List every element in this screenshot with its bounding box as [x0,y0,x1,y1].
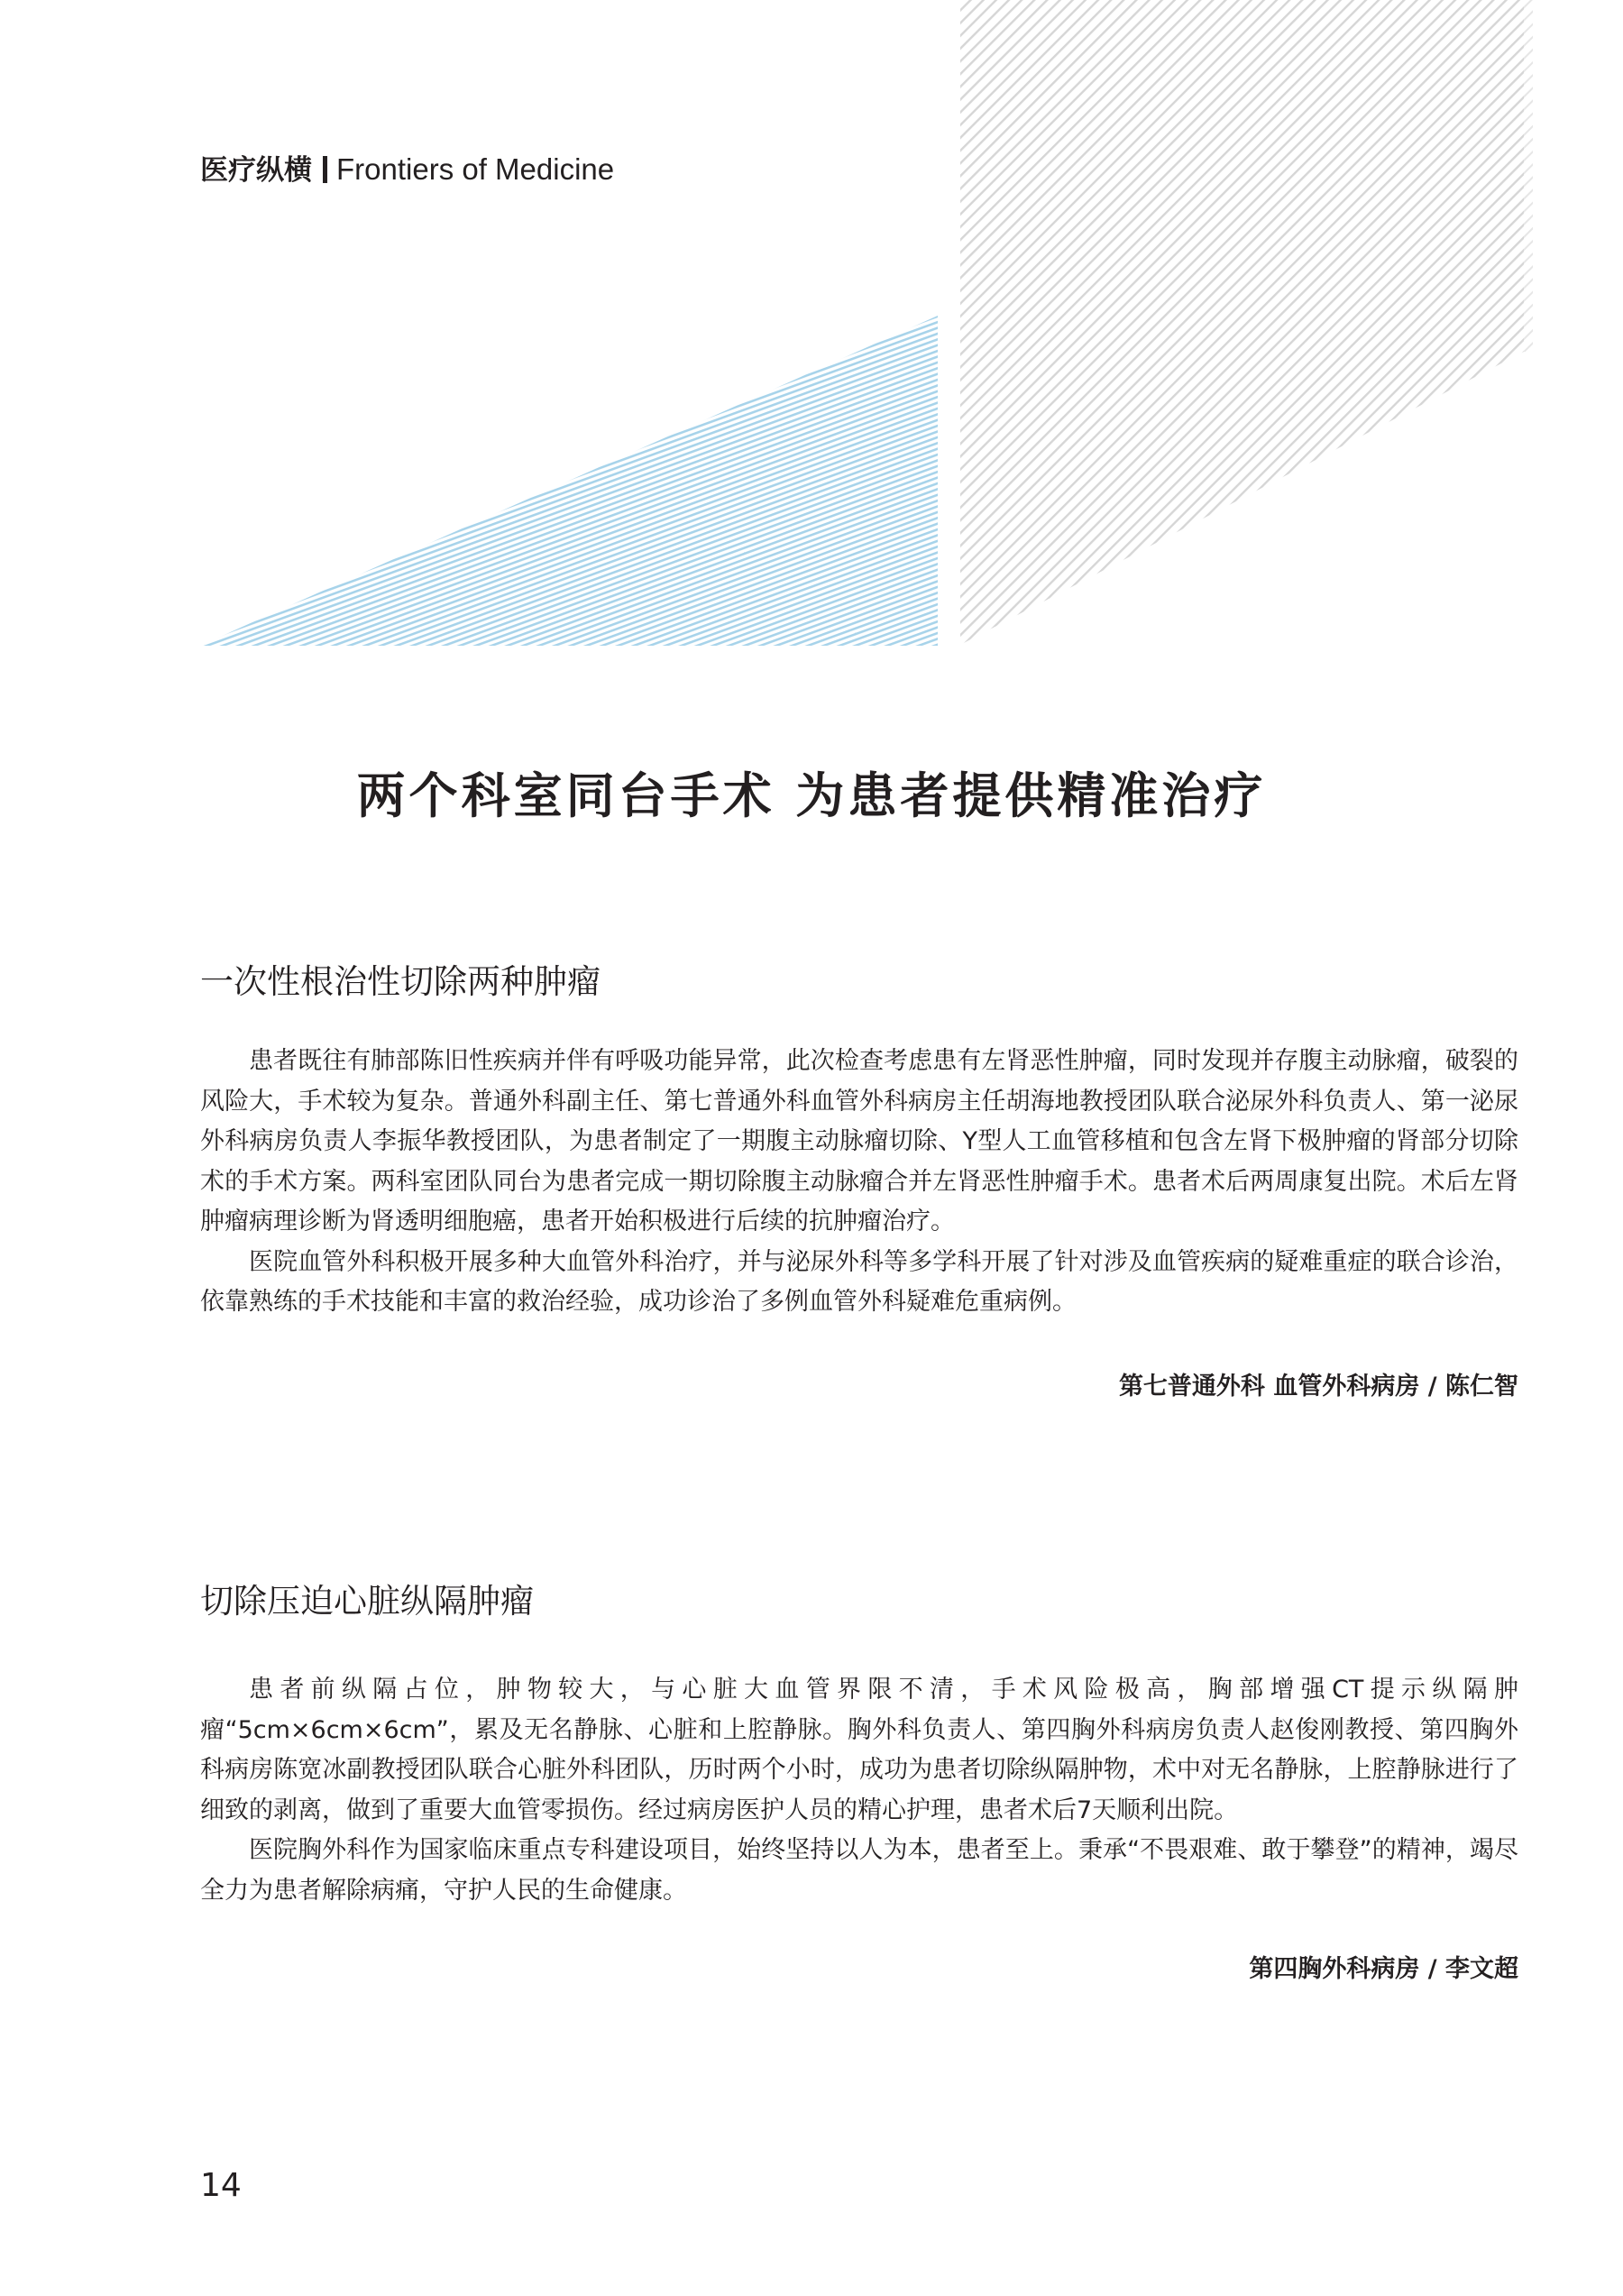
section-2-paragraph-2: 医院胸外科作为国家临床重点专科建设项目，始终坚持以人为本，患者至上。秉承“不畏艰难、敢于攀登”的精神，竭尽全力为患者解除病痛，守护人民的生命健康。 [200,1836,1518,1905]
section-header [200,150,614,190]
section-label-cn: 医疗纵横 [200,154,312,187]
section-heading-1: 一次性根治性切除两种肿瘤 [200,962,601,1001]
article-title: 两个科室同台手术 为患者提供精准治疗 [356,767,1267,824]
section-2-paragraph-1: 患者前纵隔占位，肿物较大，与心脏大血管界限不清，手术风险极高，胸部增强CT提示纵隔肿瘤“5cm×6cm×6cm”，累及无名静脉、心脏和上腔静脉。胸外科负责人、第四胸外科病房负责人赵俊刚教授、第四胸外科病房陈宽冰副教授团队联合心脏外科团队，历时两个小时，成功为患者切除纵隔肿物，术中对无名静脉，上腔静脉进行了细致的剥离，做到了重要大血管零损伤。经过病房医护人员的精心护理，患者术后7天顺利出院。 [200,1676,1518,1824]
page-number: 14 [200,2167,242,2204]
decorative-stripes-graphic [0,0,1623,685]
gray-striped-edge [1524,0,1533,352]
section-2-body [200,1670,1518,1911]
section-1-paragraph-2: 医院血管外科积极开展多种大血管外科治疗，并与泌尿外科等多学科开展了针对涉及血管疾病的疑难重症的联合诊治，依靠熟练的手术技能和丰富的救治经验，成功诊治了多例血管外科疑难危重病例。 [200,1247,1518,1316]
section-2-byline: 第四胸外科病房 / 李文超 [1249,1955,1518,1983]
section-heading-2: 切除压迫心脏纵隔肿瘤 [200,1582,534,1621]
gray-striped-panel [960,0,1524,645]
section-1-byline: 第七普通外科 血管外科病房 / 陈仁智 [1118,1373,1518,1401]
section-label-en: Frontiers of Medicine [336,152,615,186]
section-1-body [200,1042,1518,1323]
header-separator [323,156,327,183]
section-1-paragraph-1: 患者既往有肺部陈旧性疾病并伴有呼吸功能异常，此次检查考虑患有左肾恶性肿瘤，同时发现并存腹主动脉瘤，破裂的风险大，手术较为复杂。普通外科副主任、第七普通外科血管外科病房主任胡海地教授团队联合泌尿外科负责人、第一泌尿外科病房负责人李振华教授团队，为患者制定了一期腹主动脉瘤切除、Y型人工血管移植和包含左肾下极肿瘤的肾部分切除术的手术方案。两科室团队同台为患者完成一期切除腹主动脉瘤合并左肾恶性肿瘤手术。患者术后两周康复出院。术后左肾肿瘤病理诊断为肾透明细胞癌，患者开始积极进行后续的抗肿瘤治疗。 [200,1047,1518,1235]
blue-striped-triangle [200,316,938,646]
